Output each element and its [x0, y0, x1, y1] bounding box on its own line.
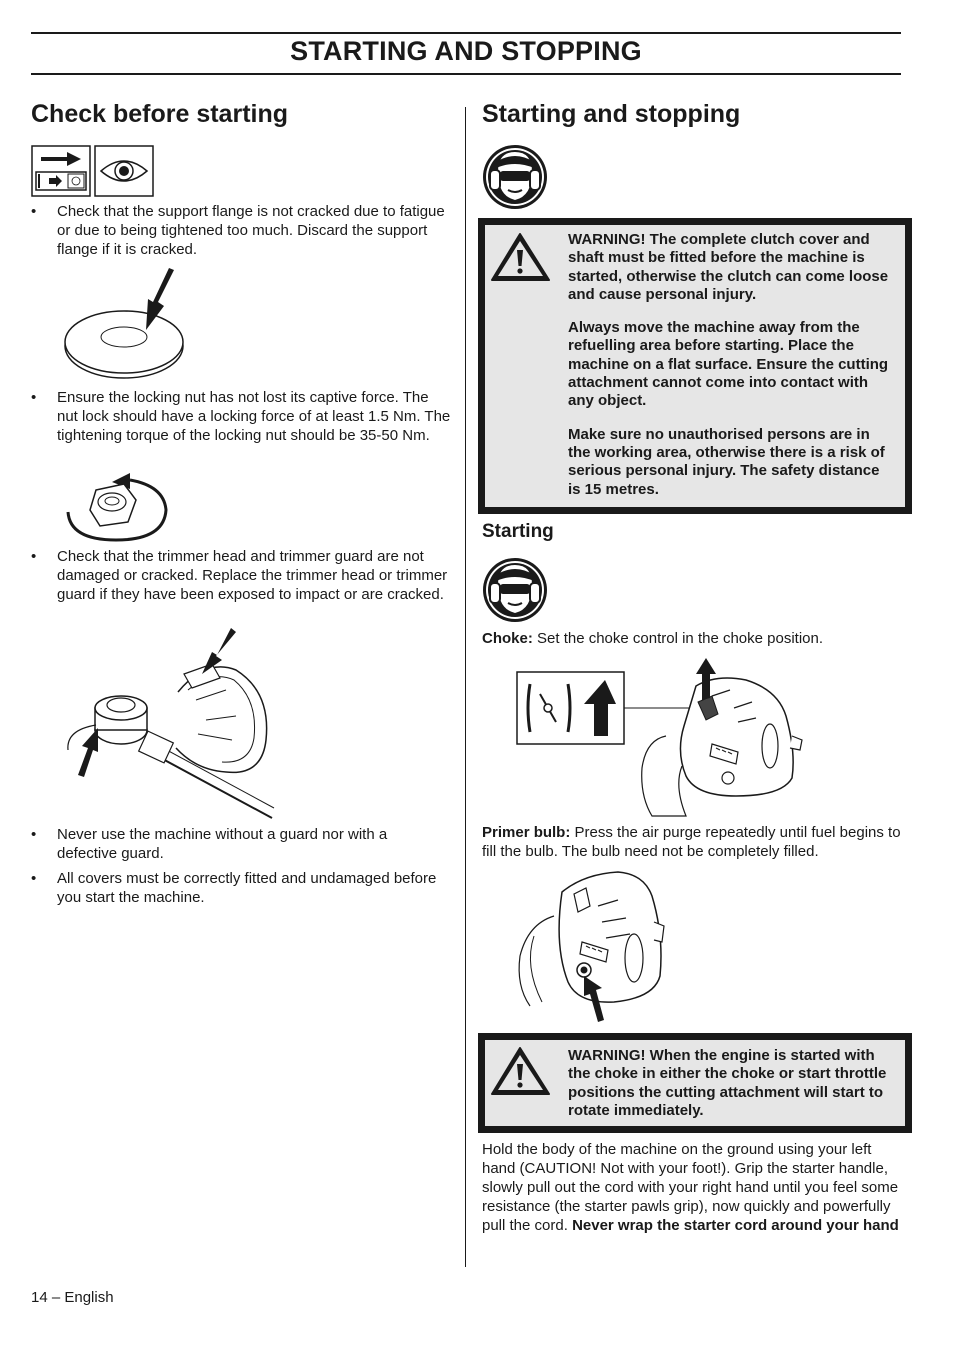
bullet-text: Check that the trimmer head and trimmer guard are not damaged or cracked. Replace the trimmer head or trimmer guard if they have been exposed to impact or are cracked. [57, 548, 448, 603]
bullet-text: Ensure the locking nut has not lost its captive force. The nut lock should have a locking force of at least 1.5 Nm. The tightening torque of the locking nut should be 35-50 Nm. [57, 389, 451, 444]
warning-text-clutch [568, 231, 894, 514]
choke-illustration [516, 656, 806, 820]
choke-instruction [482, 629, 902, 648]
locking-nut-illustration [64, 470, 172, 544]
support-flange-illustration [62, 266, 192, 384]
warning-paragraph: WARNING! The complete clutch cover and shaft must be fitted before the machine is started, otherwise the clutch can come loose and cause personal injury. [568, 231, 889, 303]
bullet-text: All covers must be correctly fitted and undamaged before you start the machine. [57, 870, 437, 906]
primer-instruction [482, 823, 902, 861]
primer-label: Primer bulb: [482, 824, 571, 841]
warning-paragraph: Always move the machine away from the refuelling area before starting. Place the machine on a flat surface. Ensure the cutting attachment cannot come into contact with any object. [568, 319, 889, 410]
starting-heading: Starting [482, 521, 554, 542]
warning-paragraph: Make sure no unauthorised persons are in the working area, otherwise there is a risk of serious personal injury. The safety distance is 15 metres. [568, 425, 885, 498]
trimmer-guard-illustration [66, 630, 276, 820]
starting-stopping-heading: Starting and stopping [482, 100, 741, 128]
primer-bulb-illustration [514, 866, 674, 1024]
page-number: 14 – English [31, 1289, 114, 1306]
primer-text: Press the air purge repeatedly until fuel begins to fill the bulb. The bulb need not be completely filled. [482, 824, 901, 860]
protective-gear-icon [482, 557, 548, 623]
header-top-rule [31, 32, 901, 34]
choke-text: Set the choke control in the choke position. [532, 630, 824, 647]
warning-triangle-icon [491, 1046, 551, 1096]
starter-instruction [482, 1140, 902, 1235]
warning-triangle-icon [491, 232, 551, 282]
column-divider [465, 107, 466, 1267]
choke-label: Choke: [482, 630, 533, 647]
check-before-starting-heading: Check before starting [31, 100, 289, 128]
page-title: STARTING AND STOPPING [290, 36, 642, 66]
bullet-text: Never use the machine without a guard nor with a defective guard. [57, 826, 388, 862]
bullet-text: Check that the support flange is not cracked due to fatigue or due to being tightened too much. Discard the support flange if it is cracked. [57, 203, 445, 258]
starter-text: Hold the body of the machine on the ground using your left hand (CAUTION! Not with your foot!). Grip the starter handle, slowly pull out the cord with your right hand until you feel some resistance (the starter pawls grip), now quickly and powerfully pull the cord. [482, 1141, 899, 1234]
starter-warning-bold: Never wrap the starter cord around your hand [572, 1217, 899, 1234]
eye-icon [94, 145, 154, 197]
protective-gear-icon [482, 144, 548, 210]
header-bottom-rule [31, 73, 901, 75]
warning-text-choke: WARNING! When the engine is started with the choke in either the choke or start throttle positions the cutting attachment will start to rotate immediately. [568, 1047, 887, 1119]
